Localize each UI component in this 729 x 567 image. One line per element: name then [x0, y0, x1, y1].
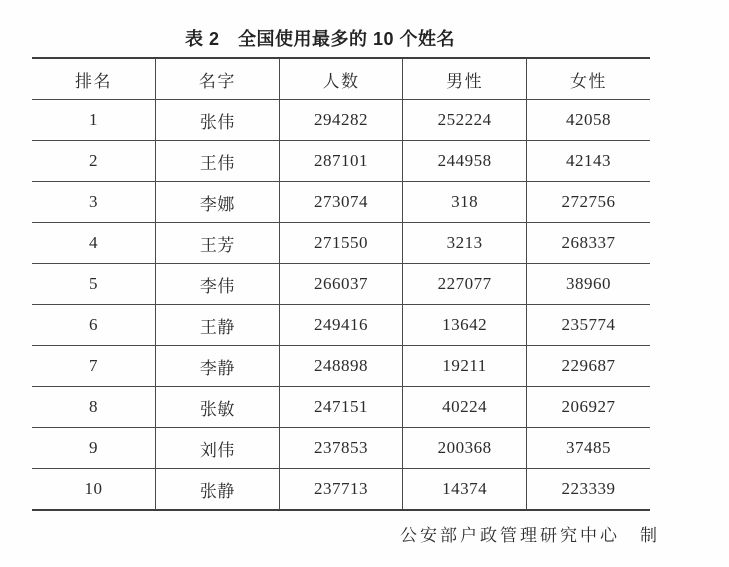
cell-count: 266037 — [279, 264, 403, 305]
cell-name: 张静 — [156, 469, 280, 511]
table-title: 表 2 全国使用最多的 10 个姓名 — [184, 29, 456, 49]
table-row — [32, 182, 650, 223]
table-row — [32, 469, 650, 511]
table-row — [32, 141, 650, 182]
column-header-name: 名字 — [156, 58, 280, 100]
cell-rank: 1 — [32, 100, 156, 141]
cell-name: 李静 — [156, 346, 280, 387]
cell-male: 252224 — [403, 100, 527, 141]
column-header-count: 人数 — [279, 58, 403, 100]
cell-female: 229687 — [526, 346, 650, 387]
cell-male: 227077 — [403, 264, 527, 305]
table-body — [32, 100, 650, 511]
cell-name: 王静 — [156, 305, 280, 346]
cell-name: 李伟 — [156, 264, 280, 305]
cell-count: 273074 — [279, 182, 403, 223]
cell-male: 244958 — [403, 141, 527, 182]
cell-female: 42143 — [526, 141, 650, 182]
table-row — [32, 428, 650, 469]
column-header-female: 女性 — [526, 58, 650, 100]
table-row — [32, 387, 650, 428]
cell-name: 李娜 — [156, 182, 280, 223]
table-row — [32, 223, 650, 264]
table-row — [32, 100, 650, 141]
column-header-male: 男性 — [403, 58, 527, 100]
cell-female: 223339 — [561, 479, 616, 498]
names-table — [32, 57, 650, 511]
cell-count: 249416 — [279, 305, 403, 346]
cell-rank: 5 — [32, 264, 156, 305]
cell-male: 13642 — [403, 305, 527, 346]
cell-female: 235774 — [526, 305, 650, 346]
cell-rank: 7 — [32, 346, 156, 387]
cell-name: 张伟 — [156, 100, 280, 141]
table-row — [32, 305, 650, 346]
cell-male: 318 — [403, 182, 527, 223]
table-row — [32, 346, 650, 387]
cell-female: 37485 — [526, 428, 650, 469]
cell-count: 237713 — [279, 469, 403, 511]
cell-male: 200368 — [403, 428, 527, 469]
credit-line: 公安部户政管理研究中心 制 — [400, 526, 660, 545]
cell-female: 42058 — [526, 100, 650, 141]
cell-male: 14374 — [403, 469, 527, 511]
cell-female: 206927 — [526, 387, 650, 428]
table-row — [32, 264, 650, 305]
cell-count: 247151 — [279, 387, 403, 428]
cell-female: 272756 — [526, 182, 650, 223]
cell-rank: 2 — [32, 141, 156, 182]
cell-count: 237853 — [279, 428, 403, 469]
column-header-rank: 排名 — [32, 58, 156, 100]
cell-count: 294282 — [279, 100, 403, 141]
cell-rank: 9 — [32, 428, 156, 469]
cell-count: 287101 — [279, 141, 403, 182]
cell-name: 王伟 — [156, 141, 280, 182]
cell-name: 张敏 — [156, 387, 280, 428]
cell-male: 19211 — [403, 346, 527, 387]
cell-rank: 10 — [32, 469, 156, 511]
cell-rank: 4 — [32, 223, 156, 264]
cell-count: 271550 — [279, 223, 403, 264]
cell-rank: 8 — [32, 387, 156, 428]
cell-rank: 3 — [32, 182, 156, 223]
cell-name: 王芳 — [156, 223, 280, 264]
cell-female: 268337 — [526, 223, 650, 264]
cell-count: 248898 — [279, 346, 403, 387]
cell-name: 刘伟 — [156, 428, 280, 469]
cell-male: 3213 — [403, 223, 527, 264]
header-row — [32, 58, 650, 100]
cell-female: 38960 — [526, 264, 650, 305]
cell-male: 40224 — [403, 387, 527, 428]
cell-rank: 6 — [32, 305, 156, 346]
